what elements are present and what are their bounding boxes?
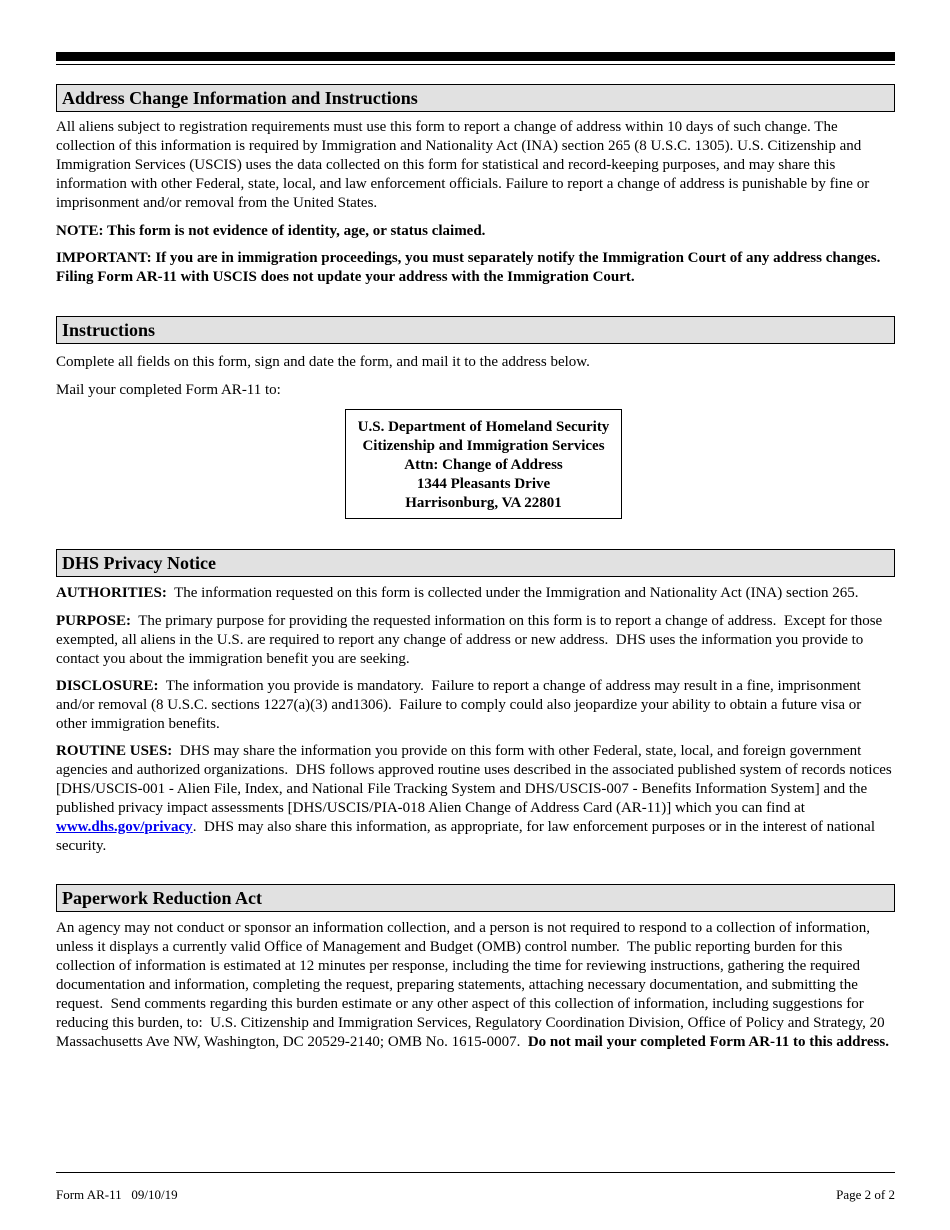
note-text: NOTE: This form is not evidence of identity, age, or status claimed.	[56, 223, 486, 239]
authorities-label: AUTHORITIES:	[56, 585, 167, 601]
paperwork-text: An agency may not conduct or sponsor an information collection, and a person is not required to respond to a collection of information, unless it displays a currently valid Office of Management and Budget (OMB) control number. The public reporting burden for this collection of information is estimated at 12 minutes per response, including the time for reviewing instructions, gathering the required documentation and information, completing the request, preparing statements, attaching necessary documentation, and submitting the request. Send comments regarding this burden estimate or any other aspect of this collection of information, including suggestions for reducing this burden, to: U.S. Citizenship and Immigration Services, Regulatory Coordination Division, Office of Policy and Strategy, 20 Massachusetts Ave NW, Washington, DC 20529-2140; OMB No. 1615-0007.	[56, 920, 889, 1050]
top-rule-thin	[56, 64, 895, 65]
mail-address-line: U.S. Department of Homeland Security	[357, 419, 610, 435]
document-page	[56, 0, 895, 1230]
disclosure-label: DISCLOSURE:	[56, 678, 159, 694]
disclosure-text: The information you provide is mandatory. Failure to report a change of address may result in a fine, imprisonment and/or removal (8 U.S.C. sections 1227(a)(3) and1306). Failure to comply could also jeopardize your ability to obtain a future visa or other immigration benefits.	[56, 678, 865, 732]
routine-uses-label: ROUTINE USES:	[56, 743, 173, 759]
instructions-line-1: Complete all fields on this form, sign and date the form, and mail it to the address below.	[56, 354, 590, 370]
purpose-label: PURPOSE:	[56, 613, 131, 629]
section-header-privacy: DHS Privacy Notice	[56, 549, 895, 577]
privacy-purpose	[56, 612, 895, 669]
top-rule-thick	[56, 52, 895, 61]
mail-address-line: Harrisonburg, VA 22801	[405, 495, 562, 511]
important-text: IMPORTANT: If you are in immigration proceedings, you must separately notify the Immigration Court of any address changes. Filing Form AR-11 with USCIS does not update your address with the Immigration Court.	[56, 250, 881, 285]
paperwork-warning: Do not mail your completed Form AR-11 to this address.	[527, 1034, 889, 1050]
dhs-privacy-link[interactable]: www.dhs.gov/privacy	[56, 819, 193, 835]
mail-address-line: Citizenship and Immigration Services	[362, 438, 605, 454]
purpose-text: The primary purpose for providing the requested information on this form is to report a change of address. Except for those exempted, all aliens in the U.S. are required to report any change of address or new address. DHS uses the information you provide to contact you about the immigration benefit you are seeking.	[56, 613, 886, 667]
footer-form-id: Form AR-11 09/10/19	[56, 1187, 178, 1202]
section-header-address-change: Address Change Information and Instructions	[56, 84, 895, 112]
authorities-text: The information requested on this form is collected under the Immigration and Nationality Act (INA) section 265.	[166, 585, 859, 601]
routine-uses-text-end: . DHS may also share this information, as appropriate, for law enforcement purposes or in the interest of national security.	[56, 819, 879, 854]
footer-rule	[56, 1172, 895, 1173]
privacy-routine-uses	[56, 742, 895, 856]
routine-uses-text: DHS may share the information you provide on this form with other Federal, state, local, and foreign government agencies and authorized organizations. DHS follows approved routine uses described in the associated published system of records notices [DHS/USCIS-001 - Alien File, Index, and National File Tracking System and DHS/USCIS-007 - Benefits Information System] and the published privacy impact assessments [DHS/USCIS/PIA-018 Alien Change of Address Card (AR-11)] which you can find at	[56, 743, 896, 816]
mail-address-line: 1344 Pleasants Drive	[416, 476, 551, 492]
mail-address-line: Attn: Change of Address	[404, 457, 563, 473]
privacy-authorities	[56, 584, 895, 603]
privacy-disclosure	[56, 677, 895, 734]
address-change-body: All aliens subject to registration requirements must use this form to report a change of address within 10 days of such change. The collection of this information is required by Immigration and Nationality Act (INA) section 265 (8 U.S.C. 1305). U.S. Citizenship and Immigration Services (USCIS) uses the data collected on this form for statistical and record-keeping purposes, and may share this information with other Federal, state, local, and law enforcement officials. Failure to report a change of address is punishable by fine or imprisonment and/or removal from the United States.	[56, 119, 870, 211]
footer-page-number: Page 2 of 2	[836, 1187, 895, 1202]
mailing-address-box	[345, 409, 622, 519]
paperwork-body	[56, 919, 895, 1052]
section-header-paperwork: Paperwork Reduction Act	[56, 884, 895, 912]
instructions-line-2: Mail your completed Form AR-11 to:	[56, 382, 281, 398]
section-header-instructions: Instructions	[56, 316, 895, 344]
